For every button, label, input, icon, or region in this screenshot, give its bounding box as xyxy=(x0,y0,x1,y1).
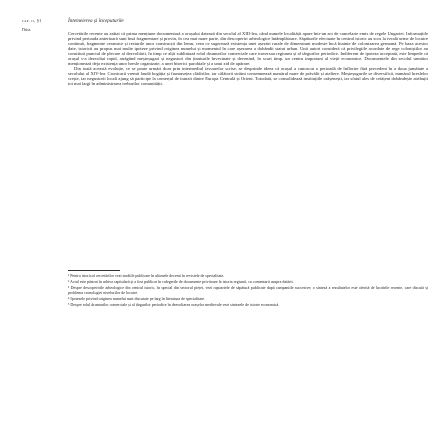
paragraph: Din toată această evoluție, ce se poate urmări doar prin intermediul izvoarelor scrise, se desprinde ideea că orașul a cunoscut o perioadă de înflorire fără precedent în a doua jumătate a secolului al XIV-lea. Cronicarii vremii laudă bogăția și frumusețea clădirilor, iar călătorii străini consemnează numărul mare de prăvălii și ateliere. Meșteșugurile se diversifică, numărul breslelor crește, iar negustorii locali ajung să participe la comerțul de tranzit dintre Europa Centrală și Orient. Totodată, se consolidează instituțiile orășenești, iar sfatul ales de cetățeni dobândește atribuții tot mai largi în administrarea treburilor comunității. xyxy=(68,66,428,87)
footnote: ⁵ Despre rolul drumurilor comerciale și al târgurilor periodice în dezvoltarea orașelor medievale vezi sintezele de istorie economică. xyxy=(68,301,280,307)
body-text xyxy=(68,31,428,87)
footnote: ⁴ Ipotezele privind originea numelui sunt discutate pe larg în literatura de specialitate. xyxy=(68,295,205,301)
footnote: ³ Despre descoperirile arheologice din centrul istoric, în special din sectorul pieței, vezi rapoartele de săpătură publicate după campaniile succesive; o sinteză a rezultatelor este oferită de lucrările recente, care discută și problema cronologiei nivelurilor de locuire. xyxy=(68,285,428,295)
paragraph: Cercetările recente au arătat că prima mențiune documentară a orașului datează din secolul al XIII-lea, când numele localității apare într-un act de cancelarie emis de regele Ungariei. Informațiile privind perioada anterioară sunt însă fragmentare și provin, în cea mai mare parte, din descoperiri arheologice întâmplătoare. Săpăturile efectuate în centrul istoric au scos la iveală urme de locuire continuă, fragmente ceramice și resturile unor construcții din lemn, ceea ce sugerează existența unei așezări rurale de dimensiuni modeste încă înainte de colonizarea germană. Pe baza acestor date, istoricii au propus mai multe ipoteze privind originea numelui și momentul în care așezarea a dobândit statut urban. Unii autori consideră că privilegiile acordate de rege coloniștilor au constituit punctul de plecare al dezvoltării, în timp ce alții subliniază rolul drumurilor comerciale care traversau regiunea și al târgurilor periodice. Indiferent de ipoteza acceptată, este limpede că orașul s-a dezvoltat rapid, atrăgând meșteșugari și negustori din ținuturile învecinate și devenind, în scurt timp, un centru important al vieții economice. Documentele din secolul următor menționează deja existența unor bresle organizate, a unei biserici parohiale și a unui zid de apărare. xyxy=(68,31,428,67)
footnote: ¹ Pentru istoricul cercetărilor vezi studiile publicate în ultimele decenii în revistele de specialitate. xyxy=(68,273,225,278)
margin-notes xyxy=(22,18,56,32)
margin-chapter-label: cap. ii, §1 xyxy=(22,18,42,23)
footnotes xyxy=(68,274,428,309)
running-header: Întemeierea și începuturile xyxy=(68,18,124,24)
footnote: ² Actul este păstrat în arhiva capitulară și a fost publicat în culegerile de documente privitoare la istoria regiunii, cu comentarii asupra datării. xyxy=(68,279,294,284)
margin-section-label: I'hist. xyxy=(22,27,32,32)
footnote-rule xyxy=(68,270,120,271)
